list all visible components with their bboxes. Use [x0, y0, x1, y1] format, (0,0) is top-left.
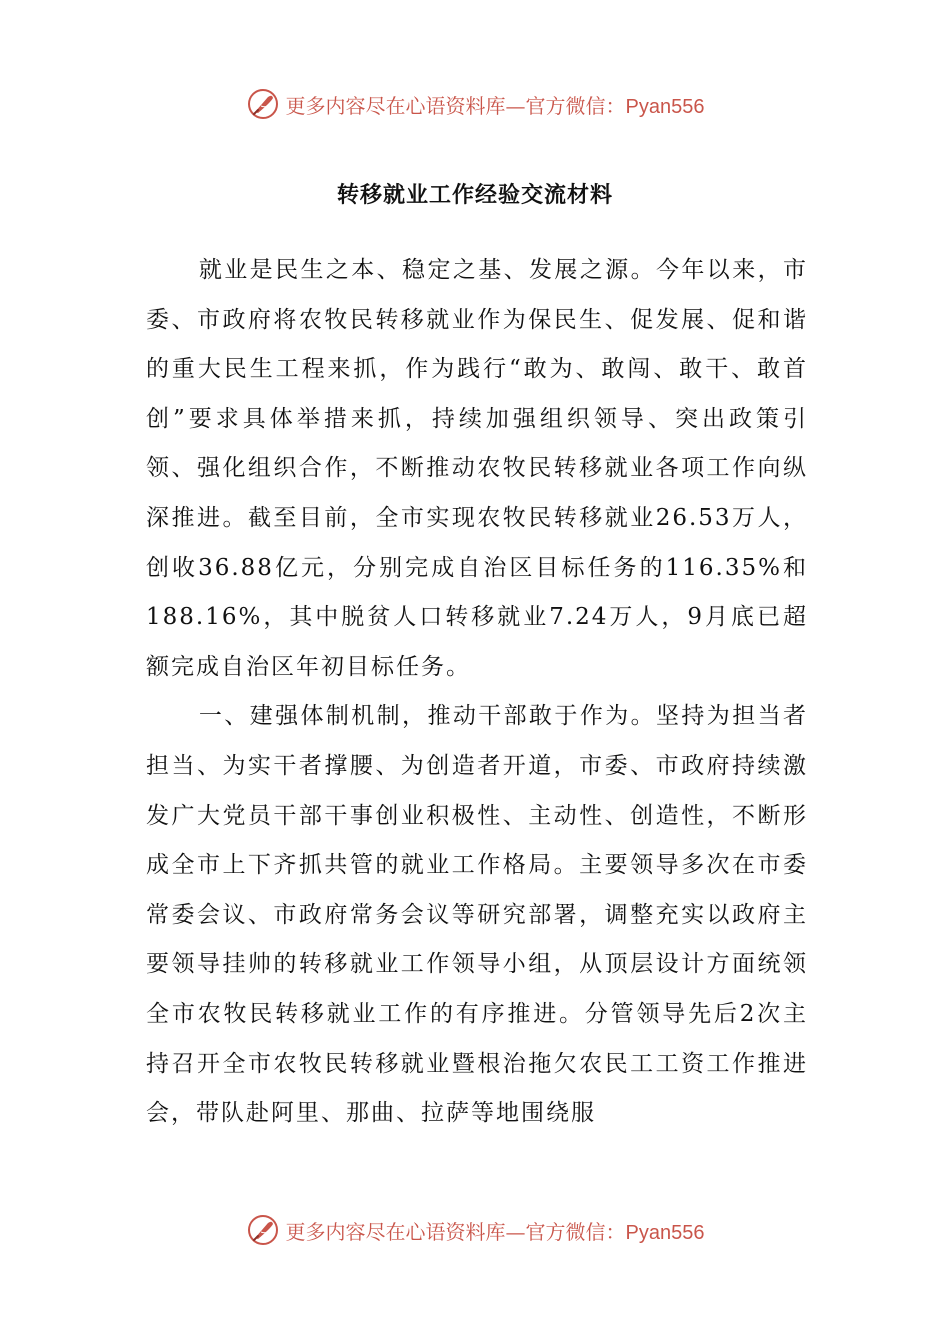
- quill-pen-logo-icon: [246, 1213, 280, 1247]
- watermark-text-cn: 更多内容尽在心语资料库—官方微信：: [285, 1219, 626, 1244]
- watermark-text-cn: 更多内容尽在心语资料库—官方微信：: [285, 93, 626, 118]
- quill-pen-logo-icon: [246, 87, 280, 121]
- footer-watermark-banner: [0, 1210, 950, 1250]
- watermark-text: [286, 90, 705, 119]
- document-body: [146, 246, 808, 1139]
- document-title: 转移就业工作经验交流材料: [336, 183, 613, 208]
- header-watermark-banner: [0, 84, 950, 124]
- paragraph-intro: 就业是民生之本、稳定之基、发展之源。今年以来，市委、市政府将农牧民转移就业作为保民生、促发展、促和谐的重大民生工程来抓，作为践行“敢为、敢闯、敢干、敢首创”要求具体举措来抓，持续加强组织领导、突出政策引领、强化组织合作，不断推动农牧民转移就业各项工作向纵深推进。截至目前，全市实现农牧民转移就业26.53万人，创收36.88亿元，分别完成自治区目标任务的116.35%和188.16%，其中脱贫人口转移就业7.24万人，9月底已超额完成自治区年初目标任务。: [146, 257, 808, 680]
- watermark-handle: Pyan556: [625, 1221, 705, 1244]
- watermark-handle: Pyan556: [625, 95, 705, 118]
- paragraph-section-one: 一、建强体制机制，推动干部敢于作为。坚持为担当者担当、为实干者撑腰、为创造者开道，市委、市政府持续激发广大党员干部干事创业积极性、主动性、创造性，不断形成全市上下齐抓共管的就业工作格局。主要领导多次在市委常委会议、市政府常务会议等研究部署，调整充实以政府主要领导挂帅的转移就业工作领导小组，从顶层设计方面统领全市农牧民转移就业工作的有序推进。分管领导先后2次主持召开全市农牧民转移就业暨根治拖欠农民工工资工作推进会，带队赴阿里、那曲、拉萨等地围绕服: [146, 703, 808, 1127]
- watermark-text: [286, 1216, 705, 1245]
